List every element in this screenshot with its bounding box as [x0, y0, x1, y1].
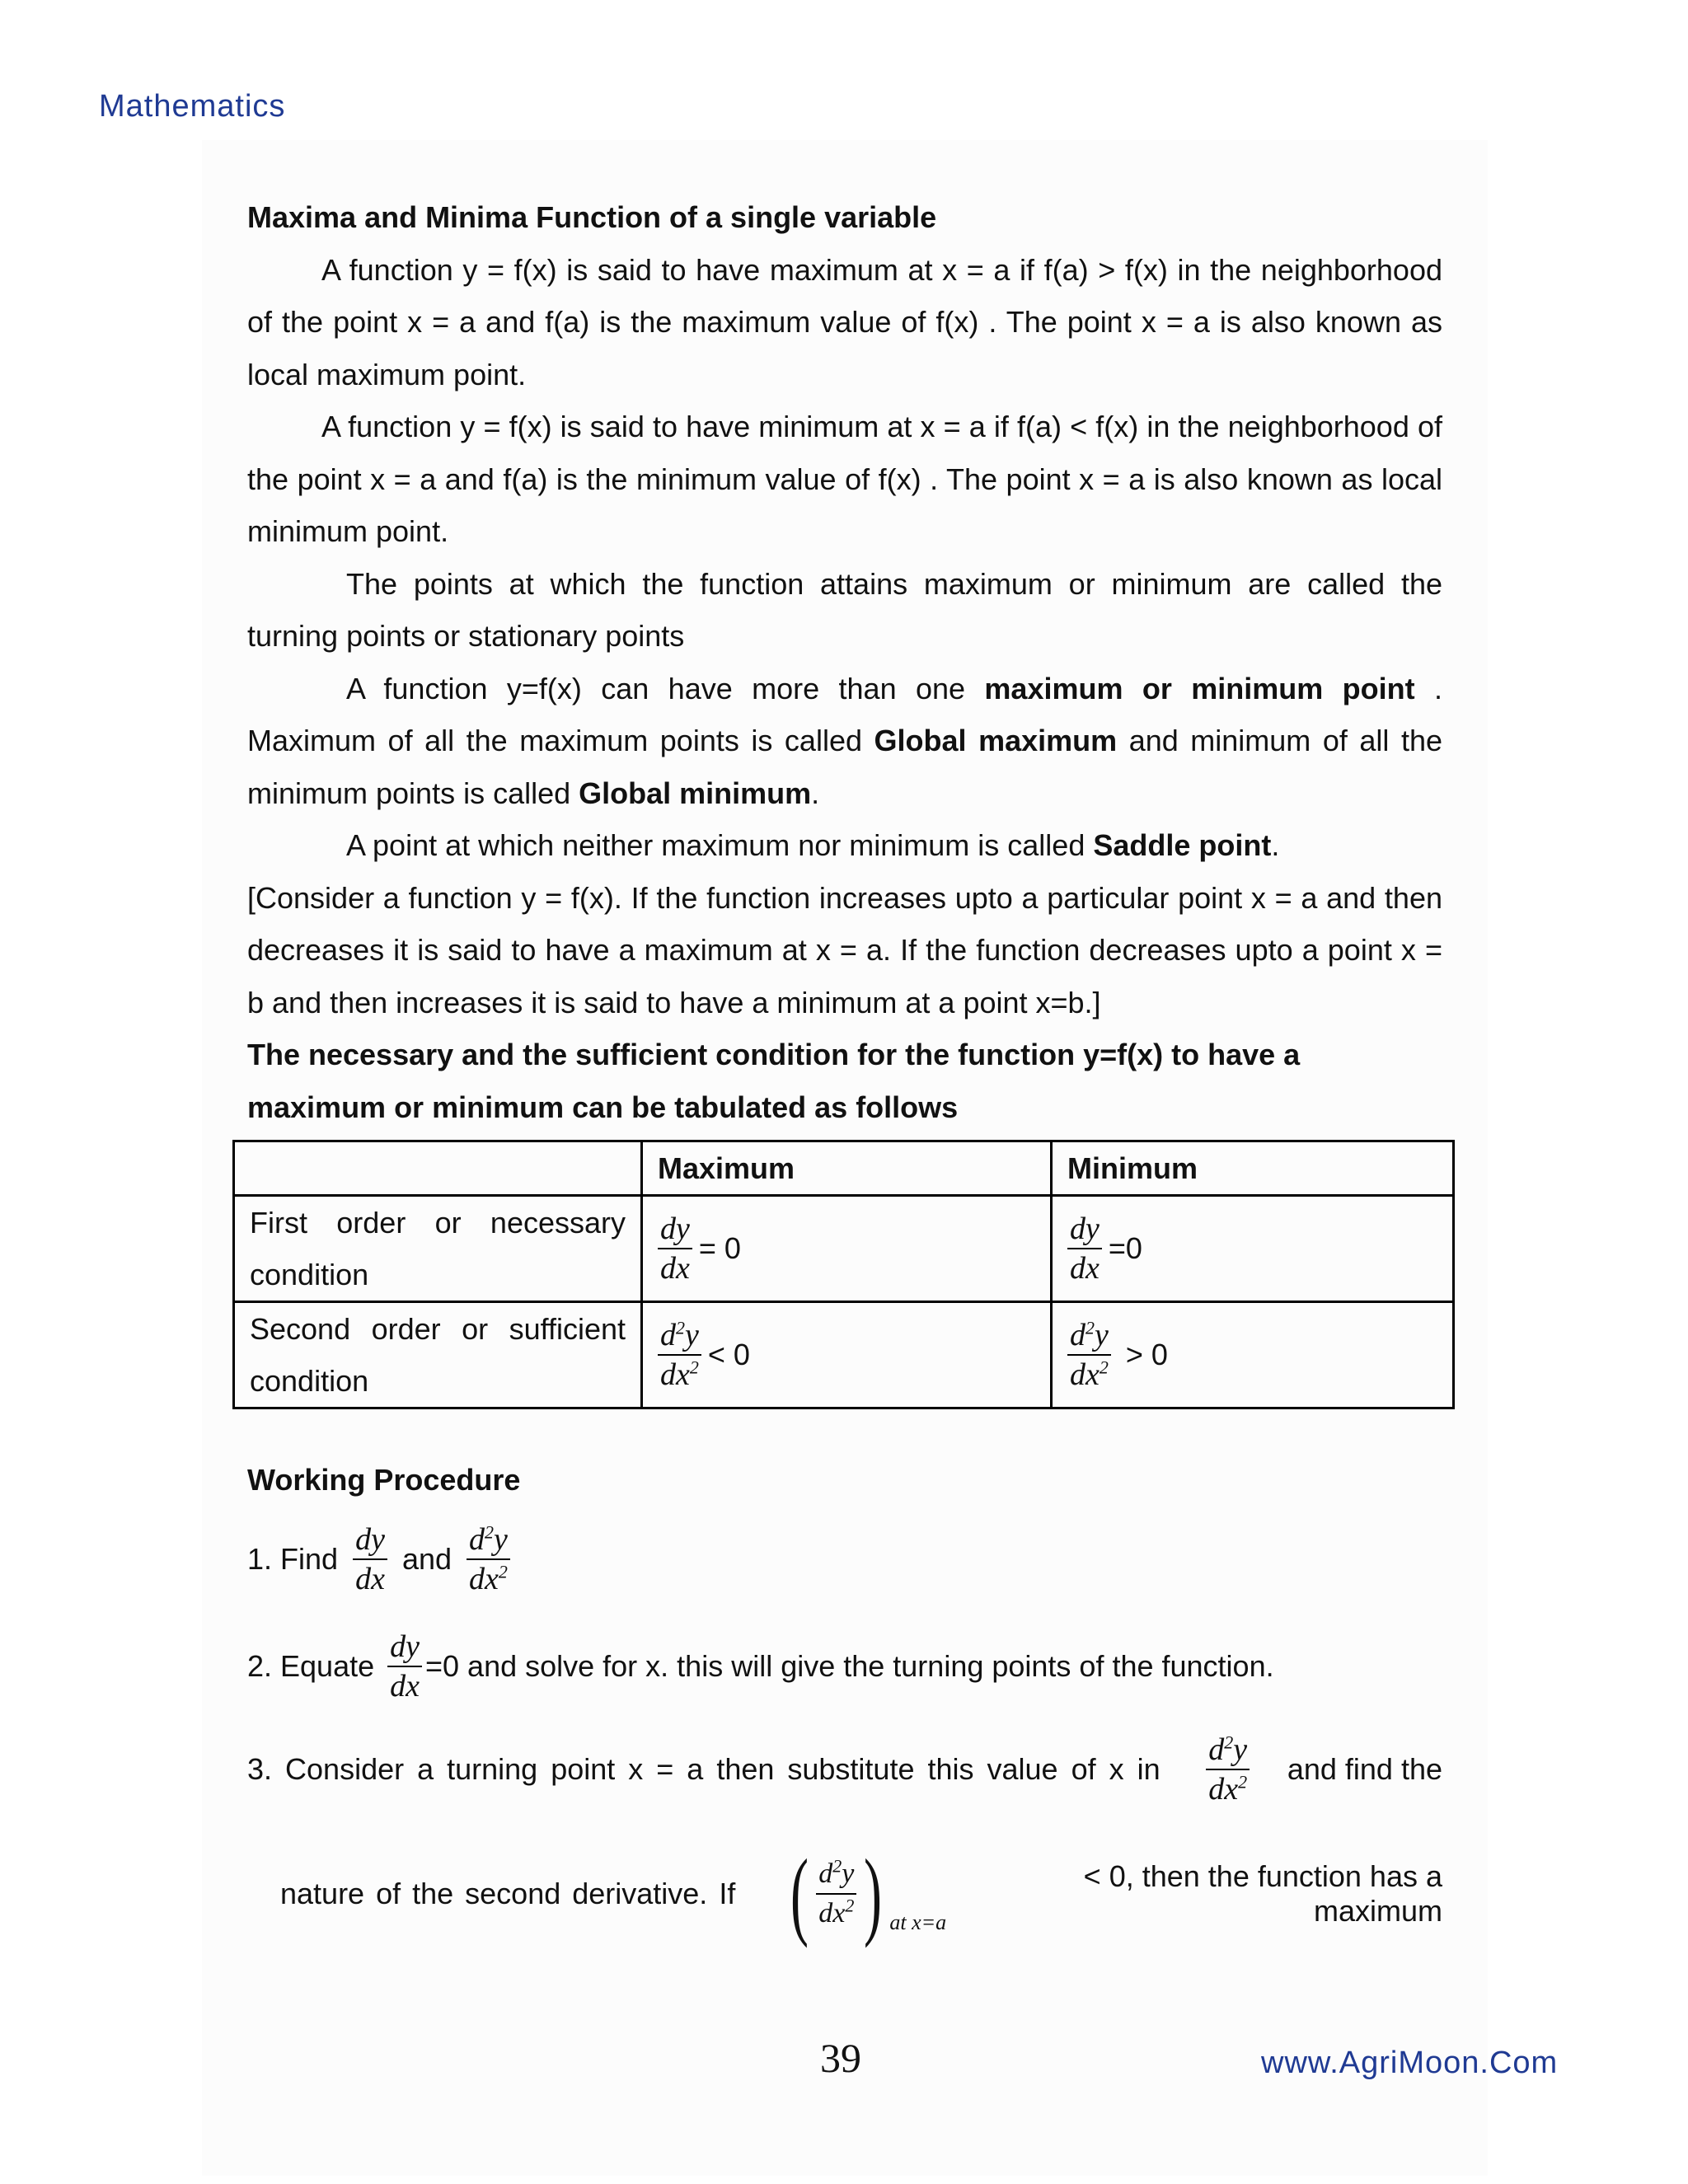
- table-header-row: [234, 1141, 1454, 1196]
- second-derivative-at-a: ( $\frac{d^2y}{dx^2}$ ) at x=a: [790, 1839, 947, 1948]
- table-row: [234, 1302, 1454, 1408]
- table-header-cell: [234, 1141, 642, 1196]
- page-number: 39: [820, 2035, 861, 2081]
- paragraph-consider: [Consider a function y = f(x). If the function increases upto a particular point x = a and then decreases it is said to have a maximum at x = a. If the function decreases upto a point x = b and then increases it is said to have a minimum at a point x=b.]: [247, 880, 1442, 1019]
- procedure-step-4: nature of the second derivative. If ( $\frac{d^2y}{dx^2}$ ) at x=a < 0, then the function has a maximum: [280, 1839, 1442, 1948]
- table-row-label: Second order or sufficient condition: [234, 1302, 642, 1408]
- conditions-table: [232, 1140, 1455, 1409]
- section-title: Maxima and Minima Function of a single variable: [247, 200, 937, 234]
- website-link[interactable]: www.AgriMoon.Com: [1261, 2046, 1559, 2080]
- table-cell: $\frac{d^2y}{dx^2}$ > 0: [1052, 1302, 1454, 1408]
- fraction-d2y-dx2: $\frac{d^2y}{dx^2}$: [467, 1521, 510, 1598]
- paragraph-turning-points: The points at which the function attains maximum or minimum are called the turning points or stationary points: [247, 566, 1442, 653]
- fraction-dy-dx: $\frac{dy}{dx}$: [353, 1521, 387, 1598]
- fraction-dy-dx: $\frac{dy}{dx}$: [1067, 1210, 1102, 1287]
- procedure-step-2: 2. Equate $\frac{dy}{dx}$ =0 and solve for x. this will give the turning points of the function.: [247, 1629, 1274, 1704]
- paragraph-global: A function y=f(x) can have more than one maximum or minimum point . Maximum of all the maximum points is called Global maximum and minimum of all the minimum points is called Global minimum.: [247, 671, 1442, 810]
- paragraph-minimum: A function y = f(x) is said to have minimum at x = a if f(a) < f(x) in the neighborhood of the point x = a and f(a) is the minimum value of f(x) . The point x = a is also known as local minimum point.: [247, 410, 1442, 548]
- working-procedure-title: Working Procedure: [247, 1463, 521, 1497]
- fraction-d2y-dx2: $\frac{d^2y}{dx^2}$: [658, 1316, 701, 1394]
- table-intro: The necessary and the sufficient condition for the function y=f(x) to have a maximum or minimum can be tabulated as follows: [247, 1038, 1301, 1124]
- paragraph-saddle: A point at which neither maximum nor minimum is called Saddle point.: [346, 828, 1280, 862]
- table-cell: $\frac{d^2y}{dx^2}$ < 0: [642, 1302, 1052, 1408]
- table-header-cell: Minimum: [1052, 1141, 1454, 1196]
- table-row: [234, 1196, 1454, 1302]
- fraction-d2y-dx2: $\frac{d^2y}{dx^2}$: [1067, 1316, 1111, 1394]
- subject-header: Mathematics: [99, 89, 286, 124]
- paragraph-maximum: A function y = f(x) is said to have maximum at x = a if f(a) > f(x) in the neighborhood of the point x = a and f(a) is the maximum value of f(x) . The point x = a is also known as local maximum point.: [247, 252, 1442, 391]
- main-content: [247, 191, 1442, 1133]
- procedure-step-3: 3. Consider a turning point x = a then substitute this value of x in $\frac{d^2y}{dx^2}$ and find the: [247, 1732, 1442, 1807]
- procedure-step-1: 1. Find $\frac{dy}{dx}$ and $\frac{d^2y}{dx^2}$: [247, 1521, 510, 1598]
- fraction-dy-dx: $\frac{dy}{dx}$: [387, 1628, 422, 1705]
- table-cell: $\frac{dy}{dx}$ = 0: [642, 1196, 1052, 1302]
- fraction-d2y-dx2: $\frac{d^2y}{dx^2}$: [1206, 1731, 1250, 1808]
- fraction-dy-dx: $\frac{dy}{dx}$: [658, 1210, 692, 1287]
- table-cell: $\frac{dy}{dx}$ =0: [1052, 1196, 1454, 1302]
- table-row-label: First order or necessary condition: [234, 1196, 642, 1302]
- table-header-cell: Maximum: [642, 1141, 1052, 1196]
